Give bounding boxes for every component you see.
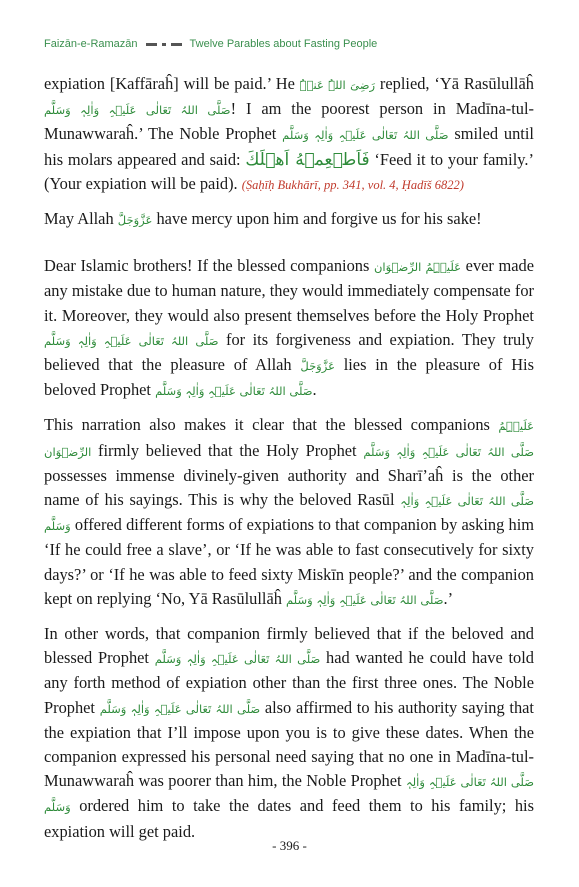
text: ever made any mistake due to human nature, they would immediately compensate for it. Moreover, they would also present themselves before the Holy Prophet bbox=[44, 256, 534, 325]
header-separator bbox=[146, 43, 182, 46]
chapter-title: Twelve Parables about Fasting People bbox=[189, 38, 378, 50]
text: possesses immense divinely-given authority and Sharī’aĥ is the other name of his sayings. This is why the beloved Rasūl bbox=[44, 465, 534, 510]
salutation-sallallahu: صَلَّی اللہُ تَعَالٰی عَلَیۡہِ وَاٰلِہٖ وَسَلَّم bbox=[44, 103, 231, 118]
text: offered different forms of expiations to that companion by asking him ‘If he could free a slave’, or ‘If he was able to fast consecutively for sixty days?’ or ‘If he was able to feed sixty Miskīn people?’ and the companion kept on replying ‘No, Yā Rasūlullāĥ bbox=[44, 515, 534, 608]
salutation-sallallahu: صَلَّی اللہُ تَعَالٰی عَلَیۡہِ وَاٰلِہٖ وَسَلَّم bbox=[44, 333, 219, 348]
salutation-radi: رَضِیَ اللہُ عَنۡہُ bbox=[299, 78, 376, 92]
salutation-sallallahu: صَلَّی اللہُ تَعَالٰی عَلَیۡہِ وَاٰلِہٖ وَسَلَّم bbox=[99, 701, 261, 716]
salutation-azza: عَزَّوَجَلَّ bbox=[117, 213, 153, 228]
text: This narration also makes it clear that the blessed companions bbox=[44, 415, 490, 435]
running-header bbox=[44, 38, 534, 50]
text: May Allah bbox=[44, 209, 114, 229]
salutation-sallallahu: صَلَّی اللہُ تَعَالٰی عَلَیۡہِ وَاٰلِہٖ وَسَلَّم bbox=[282, 128, 449, 143]
arabic-quote: فَاَطۡعِمۡهُ اَهۡلَكَ bbox=[245, 149, 370, 170]
salutation-azza: عَزَّوَجَلَّ bbox=[300, 359, 335, 374]
page-number: - 396 - bbox=[272, 838, 307, 853]
text: had wanted he could have told any forth method of expiation other than the first three ones. The Noble Prophet bbox=[44, 648, 534, 717]
salutation-sallallahu: صَلَّی اللہُ تَعَالٰی عَلَیۡہِ وَاٰلِہٖ وَسَلَّم bbox=[286, 592, 444, 607]
text: smiled until his molars appeared and said: bbox=[44, 124, 534, 169]
text: have mercy upon him and forgive us for his sake! bbox=[156, 209, 482, 229]
paragraph-4 bbox=[44, 413, 534, 612]
book-title: Faizān-e-Ramazān bbox=[44, 38, 138, 50]
text: for its forgiveness and expiation. They truly believed that the pleasure of Allah bbox=[44, 329, 534, 375]
text: firmly believed that the Holy Prophet bbox=[98, 440, 357, 460]
text: also affirmed to his authority saying that the expiation that I’ll impose upon you is to give these dates. When the companion expressed his personal need saying that no one in Madīna-tul-Munawwaraĥ was poorer than him, the Noble Prophet bbox=[44, 697, 534, 791]
paragraph-2 bbox=[44, 207, 534, 232]
paragraph-5 bbox=[44, 622, 534, 844]
salutation-sallallahu: صَلَّی اللہُ تَعَالٰی عَلَیۡہِ وَاٰلِہٖ وَسَلَّم bbox=[44, 775, 535, 815]
paragraph-3 bbox=[44, 254, 534, 403]
text: ‘Feed it to your family.’ (Your expiation will be paid). bbox=[44, 149, 534, 193]
text: ! I am the poorest person in Madīna-tul-Munawwaraĥ.’ The Noble Prophet bbox=[44, 99, 534, 144]
text: ordered him to take the dates and feed them to his family; his expiation will get paid. bbox=[44, 796, 534, 841]
page-body bbox=[44, 72, 534, 854]
salutation-alaihim: عَلَیۡہِمُ الرِّضۡوَان bbox=[373, 260, 462, 275]
text: lies in the pleasure of His beloved Prophet bbox=[44, 355, 534, 400]
salutation-sallallahu: صَلَّی اللہُ تَعَالٰی عَلَیۡہِ وَاٰلِہٖ وَسَلَّم bbox=[154, 652, 321, 667]
text: In other words, that companion firmly believed that if the beloved and blessed Prophet bbox=[44, 624, 534, 668]
text: expiation [Kaffāraĥ] will be paid.’ He bbox=[44, 74, 295, 93]
paragraph-1 bbox=[44, 72, 534, 197]
salutation-sallallahu: صَلَّی اللہُ تَعَالٰی عَلَیۡہِ وَاٰلِہٖ وَسَلَّم bbox=[44, 494, 534, 534]
salutation-sallallahu: صَلَّی اللہُ تَعَالٰی عَلَیۡہِ وَاٰلِہٖ وَسَلَّم bbox=[155, 384, 313, 399]
text: . bbox=[312, 380, 317, 400]
text: replied, ‘Yā Rasūlullāĥ bbox=[379, 74, 534, 93]
hadith-reference: (Ṣaḥīḥ Bukhārī, pp. 341, vol. 4, Ḥadīš 6822) bbox=[241, 177, 464, 192]
text: Dear Islamic brothers! If the blessed companions bbox=[44, 256, 370, 276]
salutation-sallallahu: صَلَّی اللہُ تَعَالٰی عَلَیۡہِ وَاٰلِہٖ وَسَلَّم bbox=[363, 444, 534, 459]
salutation-alaihim: عَلَیۡہِمُ الرِّضۡوَان bbox=[44, 419, 534, 459]
text: .’ bbox=[443, 588, 454, 608]
